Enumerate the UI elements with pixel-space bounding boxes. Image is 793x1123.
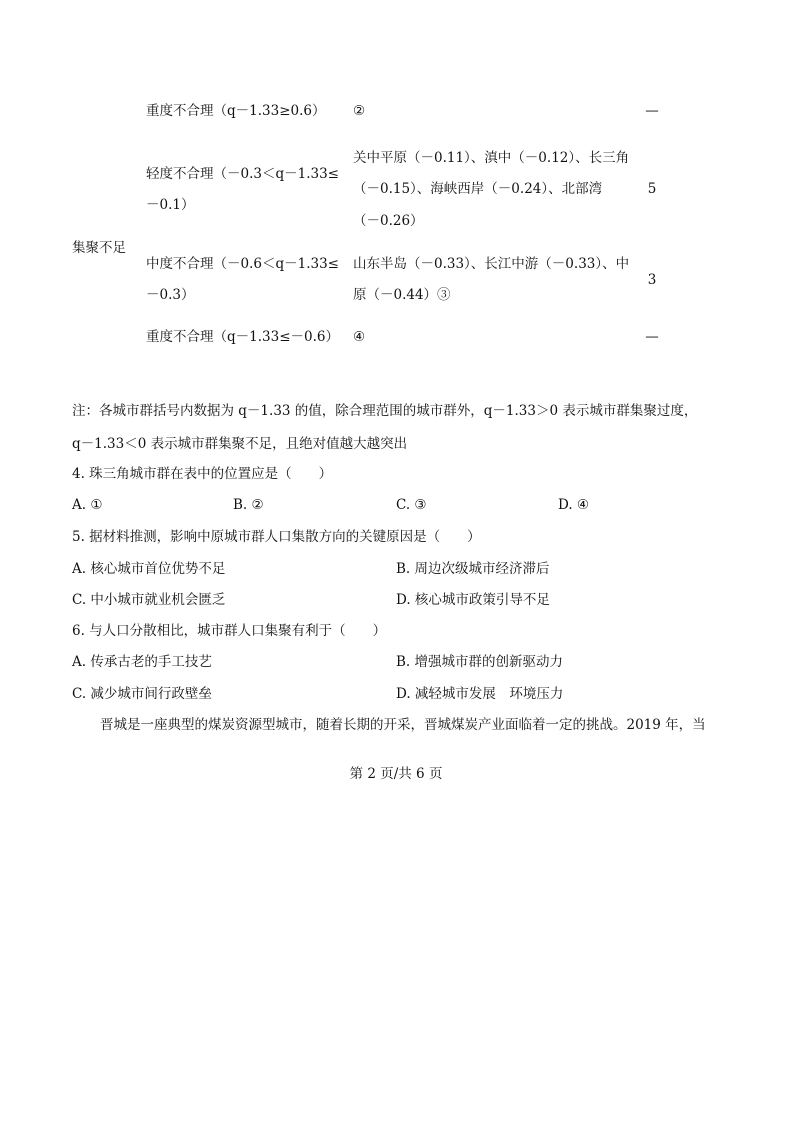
level-light-line1: 轻度不合理（－0.3＜q－1.33≤ bbox=[146, 166, 339, 182]
cities-moderate-line2: 原（－0.44）③ bbox=[353, 287, 451, 303]
group-insufficient-label: 集聚不足 bbox=[72, 240, 126, 256]
cities-moderate-line1: 山东半岛（－0.33）、长江中游（－0.33）、中 bbox=[353, 256, 630, 272]
q4-option-d: D. ④ bbox=[558, 497, 590, 513]
q4-stem: 4. 珠三角城市群在表中的位置应是（ ） bbox=[72, 466, 333, 482]
count-moderate: 3 bbox=[647, 272, 657, 288]
q5-stem: 5. 据材料推测，影响中原城市群人口集散方向的关键原因是（ ） bbox=[72, 529, 481, 545]
count-over-severe: — bbox=[645, 103, 659, 119]
cities-light-line3: （－0.26） bbox=[353, 213, 424, 229]
q5-option-b: B. 周边次级城市经济滞后 bbox=[396, 561, 550, 577]
cities-light-line2: （－0.15）、海峡西岸（－0.24）、北部湾 bbox=[353, 181, 603, 197]
level-moderate-line2: －0.3） bbox=[146, 287, 195, 303]
q6-option-c: C. 减少城市间行政壁垒 bbox=[72, 686, 212, 702]
note-line1: 注：各城市群括号内数据为 q－1.33 的值，除合理范围的城市群外，q－1.33＞0 表示城市群集聚过度， bbox=[72, 403, 698, 419]
q5-option-a: A. 核心城市首位优势不足 bbox=[72, 561, 226, 577]
count-severe: — bbox=[645, 329, 659, 345]
q6-option-a: A. 传承古老的手工技艺 bbox=[72, 654, 212, 670]
cities-light-line1: 关中平原（－0.11）、滇中（－0.12）、长三角 bbox=[353, 150, 630, 166]
level-light-line2: －0.1） bbox=[146, 197, 195, 213]
level-moderate-line1: 中度不合理（－0.6＜q－1.33≤ bbox=[146, 256, 339, 272]
q6-option-b: B. 增强城市群的创新驱动力 bbox=[396, 654, 564, 670]
note-line2: q－1.33＜0 表示城市群集聚不足，且绝对值越大越突出 bbox=[72, 436, 408, 452]
passage-text: 晋城是一座典型的煤炭资源型城市，随着长期的开采，晋城煤炭产业面临着一定的挑战。2019 年，当 bbox=[100, 717, 706, 733]
q5-option-c: C. 中小城市就业机会匮乏 bbox=[72, 592, 226, 608]
level-over-severe: 重度不合理（q－1.33≥0.6） bbox=[146, 103, 326, 119]
level-severe: 重度不合理（q－1.33≤－0.6） bbox=[146, 329, 339, 345]
cities-over-severe: ② bbox=[353, 103, 366, 119]
q5-option-d: D. 核心城市政策引导不足 bbox=[396, 592, 550, 608]
q4-option-a: A. ① bbox=[72, 497, 103, 513]
q6-stem: 6. 与人口分散相比，城市群人口集聚有利于（ ） bbox=[72, 623, 387, 639]
q6-option-d: D. 减轻城市发展 环境压力 bbox=[396, 686, 564, 702]
page-footer: 第 2 页/共 6 页 bbox=[349, 766, 443, 782]
cities-severe: ④ bbox=[353, 329, 366, 345]
count-light: 5 bbox=[647, 181, 657, 197]
q4-option-c: C. ③ bbox=[396, 497, 427, 513]
q4-option-b: B. ② bbox=[233, 497, 264, 513]
